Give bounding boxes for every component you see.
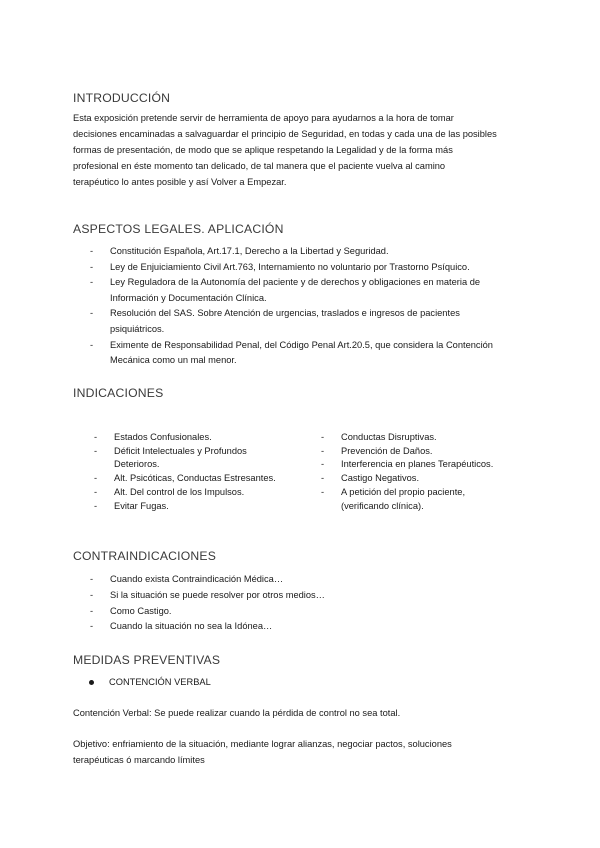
verbal-paragraph: Contención Verbal: Se puede realizar cuando la pérdida de control no sea total. — [73, 708, 401, 718]
list-item: - Constitución Española, Art.17.1, Derecho a la Libertad y Seguridad. — [90, 246, 389, 256]
list-item: - Interferencia en planes Terapéuticos. — [321, 459, 494, 470]
list-item: - A petición del propio paciente, (verificando clínica). — [321, 486, 466, 511]
list-item: - Estados Confusionales. — [94, 432, 212, 442]
indications-column-left — [94, 431, 304, 513]
intro-line: profesional en éste momento tan delicado, de tal manera que el paciente vuelva al camino — [73, 161, 446, 171]
bullet-icon — [89, 680, 94, 685]
heading-contraindicaciones: CONTRAINDICACIONES — [73, 549, 217, 563]
list-item: - Como Castigo. — [90, 605, 172, 616]
list-item: CONTENCIÓN VERBAL — [89, 675, 389, 689]
heading-introduccion: INTRODUCCIÓN — [73, 91, 171, 105]
list-item: - Déficit Intelectuales y Profundos Deterioros. — [94, 445, 247, 470]
list-item: - Conductas Disruptivas. — [321, 432, 437, 442]
heading-medidas-preventivas: MEDIDAS PREVENTIVAS — [73, 653, 221, 667]
list-item: - Castigo Negativos. — [321, 473, 420, 484]
list-item: - Evitar Fugas. — [94, 500, 169, 511]
intro-paragraph — [73, 110, 543, 190]
preventive-bullet-list — [89, 675, 389, 689]
objective-paragraph — [73, 736, 543, 768]
legal-list — [90, 244, 530, 369]
list-item: - Alt. Psicóticas, Conductas Estresantes. — [94, 473, 276, 484]
list-item: - Ley de Enjuiciamiento Civil Art.763, Internamiento no voluntario por Trastorno Psíquico. — [90, 261, 470, 272]
intro-line: formas de presentación, de modo que se aplique respetando la Legalidad y de la forma más — [73, 145, 453, 155]
list-item: - Ley Reguladora de la Autonomía del paciente y de derechos y obligaciones en materia de Información y Documentación Clínica. — [90, 277, 481, 303]
contraindications-list — [90, 572, 510, 635]
heading-aspectos-legales: ASPECTOS LEGALES. APLICACIÓN — [73, 222, 284, 236]
list-item: - Prevención de Daños. — [321, 445, 433, 456]
list-item: - Alt. Del control de los Impulsos. — [94, 486, 245, 497]
list-item: - Resolución del SAS. Sobre Atención de urgencias, traslados e ingresos de pacientes psiquiátricos. — [90, 308, 460, 334]
list-item: - Cuando exista Contraindicación Médica… — [90, 574, 284, 584]
objective-line: terapéuticas ó marcando límites — [73, 755, 205, 765]
intro-line: decisiones encaminadas a salvaguardar el principio de Seguridad, en todas y cada una de las posibles — [73, 129, 497, 139]
heading-indicaciones: INDICACIONES — [73, 386, 164, 400]
list-item: - Eximente de Responsabilidad Penal, del Código Penal Art.20.5, que considera la Contención Mecánica como un mal menor. — [90, 339, 493, 366]
indications-column-right — [321, 431, 526, 513]
list-item: - Cuando la situación no sea la Idónea… — [90, 621, 273, 632]
intro-line: Esta exposición pretende servir de herramienta de apoyo para ayudarnos a la hora de tomar — [73, 113, 454, 123]
objective-line: Objetivo: enfriamiento de la situación, mediante lograr alianzas, negociar pactos, soluciones — [73, 739, 452, 749]
list-item: - Si la situación se puede resolver por otros medios… — [90, 589, 325, 600]
intro-line: terapéutico lo antes posible y así Volver a Empezar. — [73, 177, 287, 187]
